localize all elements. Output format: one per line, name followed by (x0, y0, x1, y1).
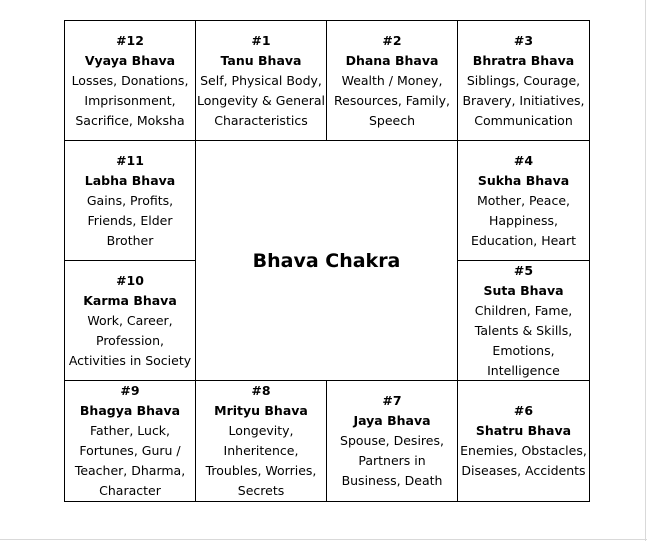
house-description: Losses, Donations, Imprisonment, Sacrifice, Moksha (71, 72, 189, 128)
house-number: #5 (513, 262, 534, 278)
house-description: Spouse, Desires, Partners in Business, Death (340, 433, 444, 488)
house-4-cell (457, 140, 590, 261)
house-11-cell (64, 140, 196, 261)
house-name: Jaya Bhava (353, 413, 431, 428)
house-number: #7 (382, 393, 402, 408)
house-name: Mrityu Bhava (214, 403, 308, 418)
house-name: Dhana Bhava (345, 52, 439, 68)
house-description: Gains, Profits, Friends, Elder Brother (86, 192, 174, 248)
image-border-bottom (0, 539, 647, 540)
house-number: #9 (120, 383, 140, 398)
house-name: Labha Bhava (84, 172, 176, 188)
house-6-cell (457, 380, 590, 502)
image-border-right (645, 0, 646, 541)
chart-center (195, 140, 458, 381)
house-description: Children, Fame, Talents & Skills, Emotions, Intelligence (474, 302, 573, 378)
chart-title: Bhava Chakra (252, 249, 401, 272)
house-description: Wealth / Money, Resources, Family, Speech (334, 72, 450, 128)
house-3-cell (457, 20, 590, 141)
house-number: #3 (513, 32, 534, 48)
bhava-chakra-grid (64, 20, 589, 501)
house-9-cell (64, 380, 196, 502)
house-number: #11 (116, 152, 144, 168)
house-name: Suta Bhava (483, 282, 564, 298)
house-12-cell (64, 20, 196, 141)
house-name: Tanu Bhava (220, 52, 302, 68)
house-description: Work, Career, Profession, Activities in Society (68, 312, 192, 368)
house-name: Shatru Bhava (475, 423, 572, 438)
house-description: Father, Luck, Fortunes, Guru / Teacher, Dharma, Character (74, 423, 186, 498)
house-number: #1 (251, 32, 271, 48)
house-name: Vyaya Bhava (84, 52, 176, 68)
house-10-cell (64, 260, 196, 381)
house-number: #8 (251, 383, 271, 398)
house-name: Bhagya Bhava (79, 403, 181, 418)
house-description: Mother, Peace, Happiness, Education, Heart (471, 192, 576, 248)
house-name: Bhratra Bhava (472, 52, 575, 68)
house-number: #2 (382, 32, 402, 48)
house-number: #10 (116, 272, 144, 288)
house-description: Longevity, Inheritence, Troubles, Worries, Secrets (205, 423, 317, 498)
house-description: Siblings, Courage, Bravery, Initiatives, Communication (462, 72, 585, 128)
house-7-cell (326, 380, 458, 502)
house-5-cell (457, 260, 590, 381)
house-number: #6 (513, 403, 534, 418)
house-8-cell (195, 380, 327, 502)
house-2-cell (326, 20, 458, 141)
house-description: Self, Physical Body, Longevity & General Characteristics (196, 72, 326, 128)
house-1-cell (195, 20, 327, 141)
house-name: Sukha Bhava (477, 172, 570, 188)
house-number: #4 (513, 152, 534, 168)
house-number: #12 (116, 32, 144, 48)
house-name: Karma Bhava (83, 292, 177, 308)
house-description: Enemies, Obstacles, Diseases, Accidents (460, 443, 587, 478)
